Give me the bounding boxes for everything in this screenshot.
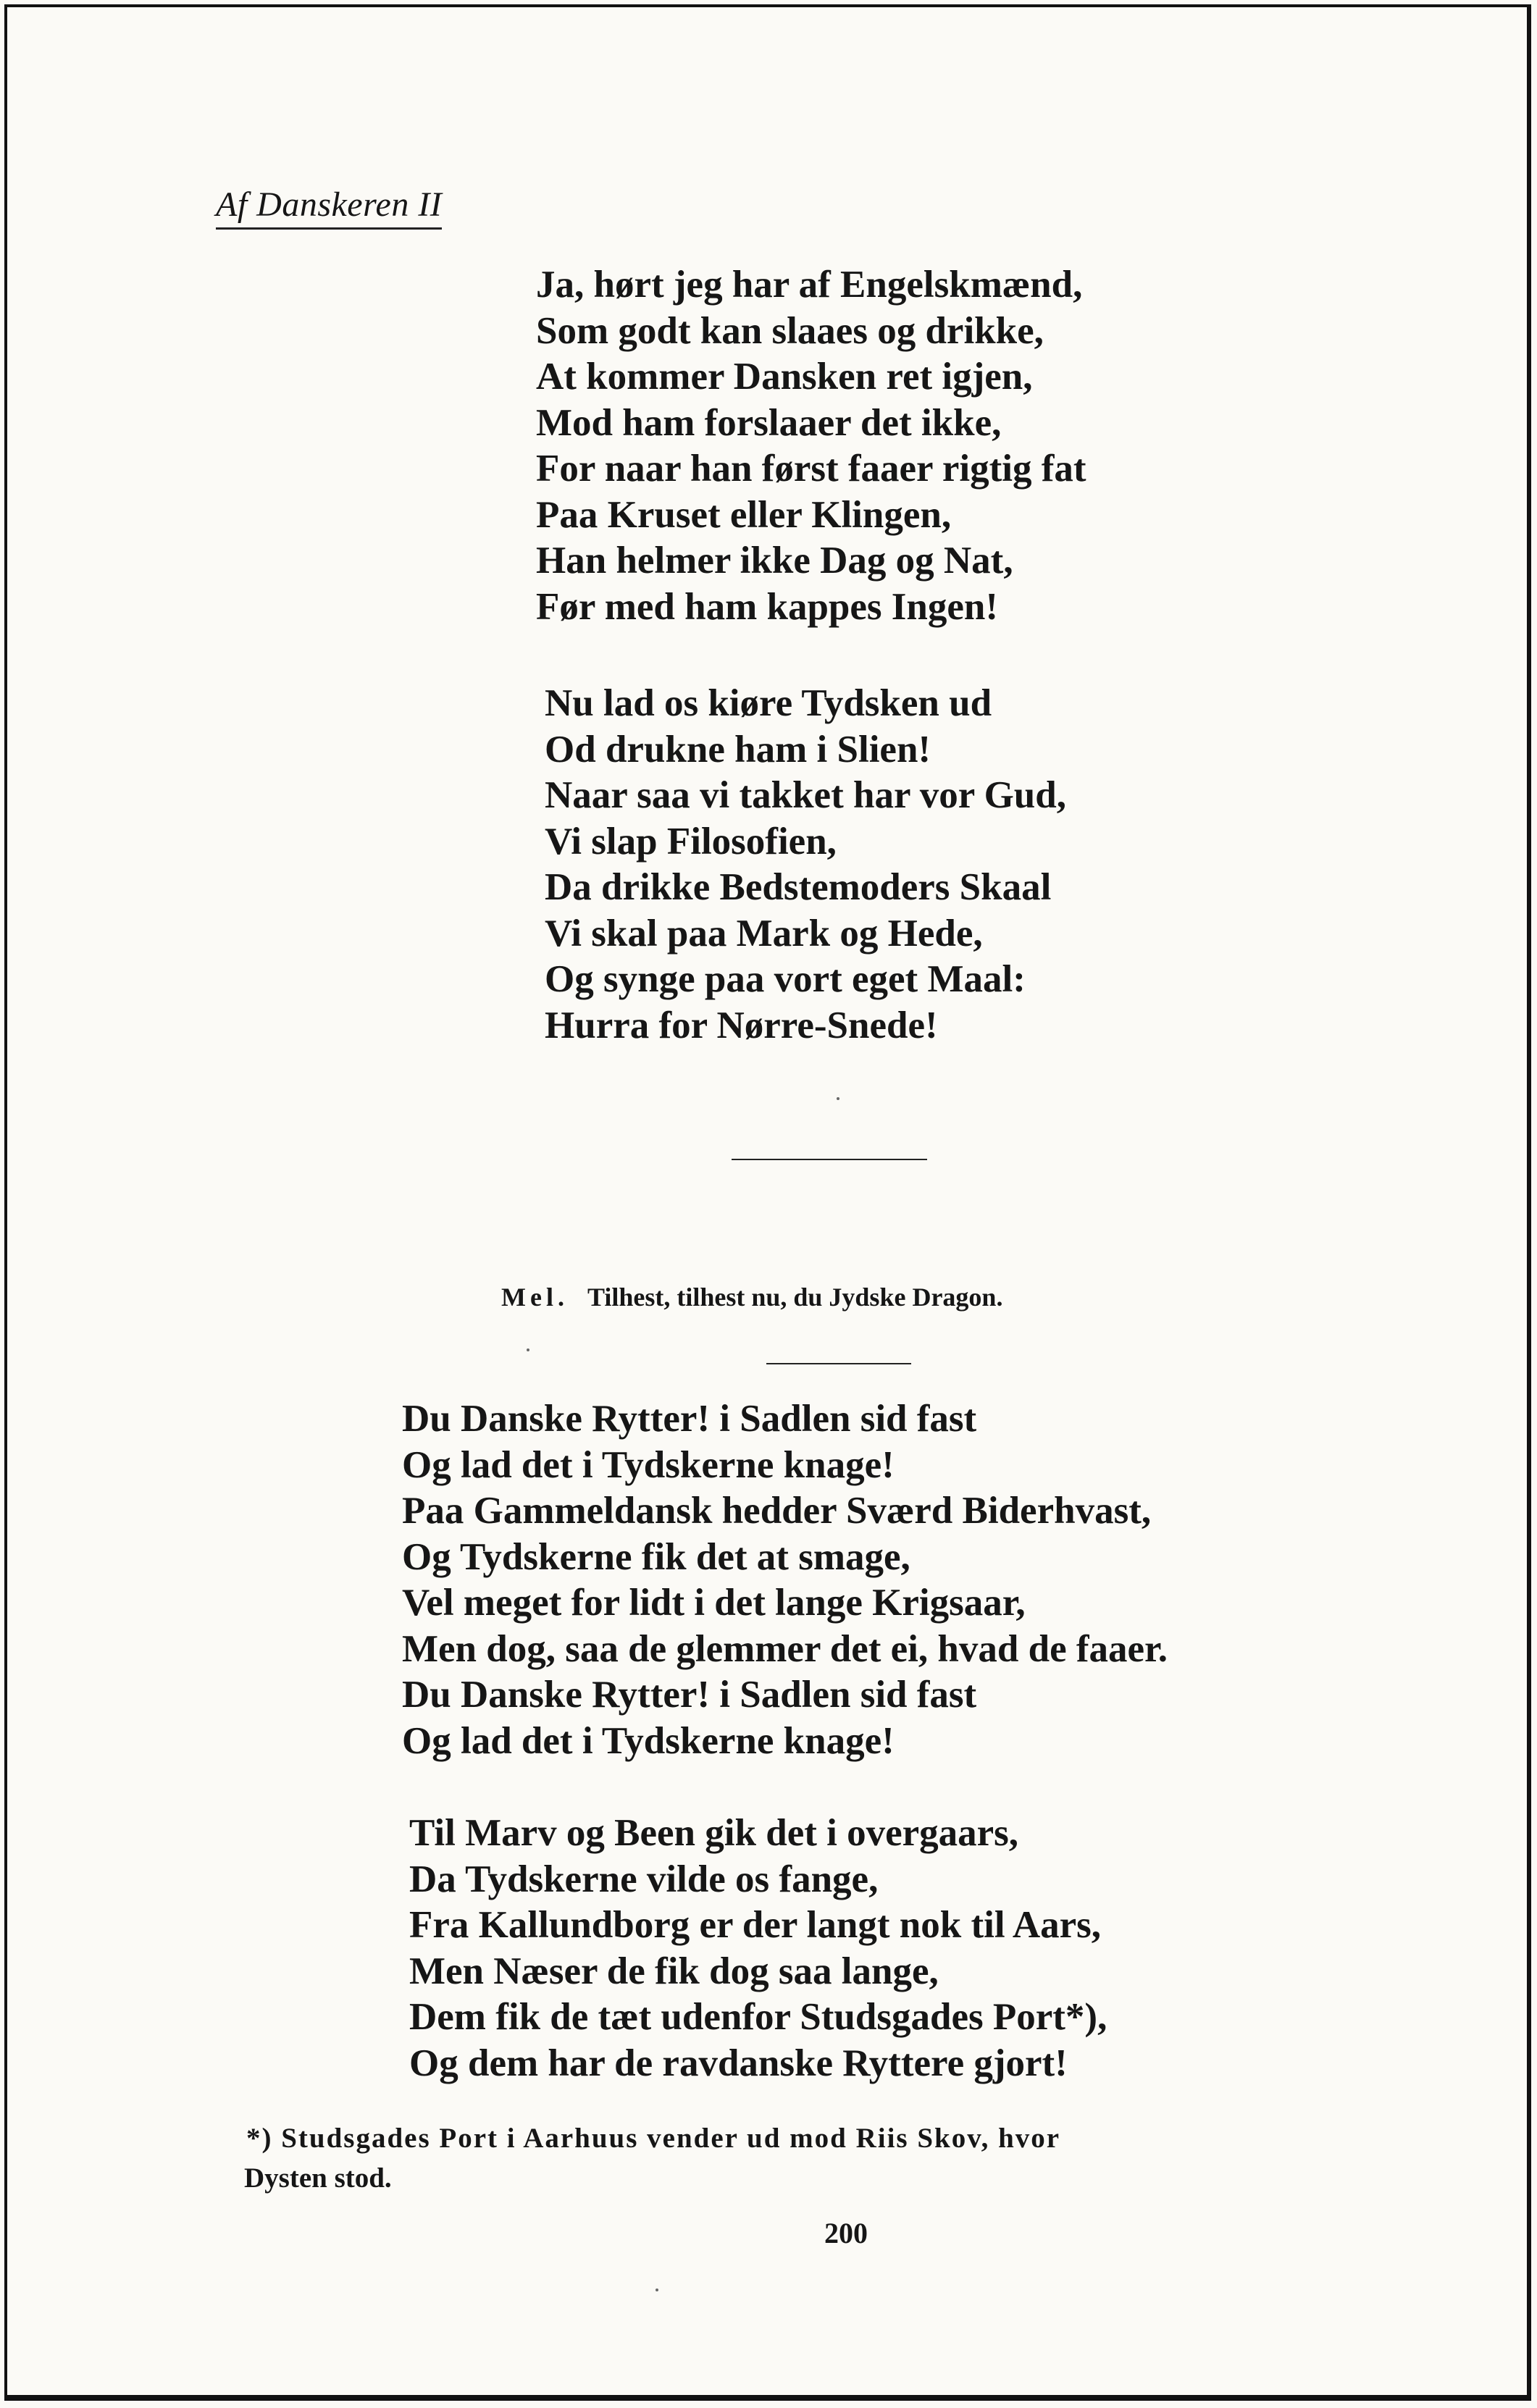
verse-line: Og Tydskerne fik det at smage, <box>402 1535 910 1578</box>
verse-line: Vel meget for lidt i det lange Krigsaar, <box>402 1582 1026 1624</box>
stanza-4 <box>409 1811 1107 2086</box>
page-number: 200 <box>824 2217 868 2249</box>
verse-line: Hurra for Nørre-Snede! <box>545 1004 938 1046</box>
verse-line: Dem fik de tæt udenfor Studsgades Port*), <box>409 1996 1107 2038</box>
verse-line-first: Du Danske Rytter! i Sadlen sid fast <box>402 1398 977 1440</box>
stanza-1 <box>536 262 1086 630</box>
verse-line: Og lad det i Tydskerne knage! <box>402 1719 895 1762</box>
verse-line: Vi skal paa Mark og Hede, <box>545 912 983 955</box>
verse-line: Som godt kan slaaes og drikke, <box>536 309 1044 352</box>
verse-line: Og synge paa vort eget Maal: <box>545 958 1026 1000</box>
stanza-2 <box>545 681 1066 1049</box>
verse-line: Paa Kruset eller Klingen, <box>536 493 952 536</box>
verse-line: Men Næser de fik dog saa lange, <box>409 1950 939 1992</box>
melody-note <box>501 1282 1002 1312</box>
running-head: Af Danskeren II <box>216 185 442 230</box>
verse-line: Da drikke Bedstemoders Skaal <box>545 866 1052 908</box>
footnote-line: Dysten stod. <box>244 2162 392 2194</box>
verse-line: Før med ham kappes Ingen! <box>536 585 999 628</box>
verse-line: Ja, hørt jeg har af Engelskmænd, <box>536 264 1083 306</box>
verse-line: Til Marv og Been gik det i overgaars, <box>409 1812 1019 1854</box>
verse-line: Paa Gammeldansk hedder Sværd Biderhvast, <box>402 1490 1152 1532</box>
verse-line: Og lad det i Tydskerne knage! <box>402 1443 895 1486</box>
verse-line: For naar han først faaer rigtig fat <box>536 448 1086 490</box>
verse-line: Han helmer ikke Dag og Nat, <box>536 540 1013 582</box>
verse-line: Du Danske Rytter! i Sadlen sid fast <box>402 1674 977 1716</box>
verse-line: Mod ham forslaaer det ikke, <box>536 401 1002 444</box>
stanza-3 <box>402 1396 1168 1764</box>
verse-line: Nu lad os kiøre Tydsken ud <box>545 682 992 724</box>
footnote <box>246 2118 1441 2198</box>
verse-line: Og dem har de ravdanske Ryttere gjort! <box>409 2042 1068 2084</box>
verse-line: Da Tydskerne vilde os fange, <box>409 1858 879 1900</box>
melody-title: Tilhest, tilhest nu, du Jydske Dragon. <box>587 1283 1003 1312</box>
verse-line: Fra Kallundborg er der langt nok til Aars, <box>409 1904 1102 1946</box>
melody-label: Mel. <box>501 1283 569 1312</box>
paper-speck <box>837 1097 839 1100</box>
melody-divider <box>766 1363 911 1364</box>
section-divider <box>732 1159 927 1160</box>
paper-speck <box>527 1348 529 1351</box>
verse-line: At kommer Dansken ret igjen, <box>536 356 1033 398</box>
footnote-line: *) Studsgades Port i Aarhuus vender ud mod Riis Skov, hvor <box>246 2123 1061 2154</box>
verse-line: Od drukne ham i Slien! <box>545 728 931 771</box>
paper-speck <box>656 2289 658 2291</box>
verse-line: Naar saa vi takket har vor Gud, <box>545 774 1067 816</box>
verse-line: Men dog, saa de glemmer det ei, hvad de faaer. <box>402 1627 1168 1670</box>
verse-line: Vi slap Filosofien, <box>545 820 837 863</box>
